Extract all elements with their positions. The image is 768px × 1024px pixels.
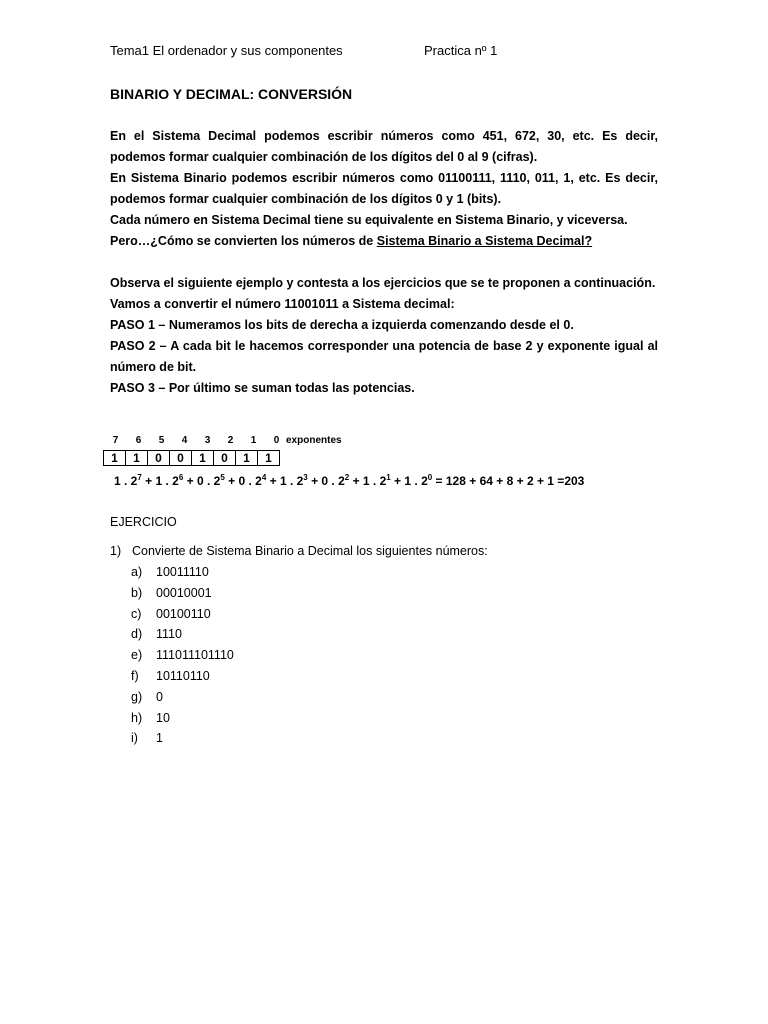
item-letter: h): [131, 710, 143, 725]
intro-paragraph: [110, 126, 658, 252]
formula-exponent: 5: [220, 473, 225, 482]
formula-term: + 1 . 2: [141, 474, 179, 488]
formula-term: 1 . 2: [114, 474, 138, 488]
item-value: 0: [156, 689, 163, 704]
item-value: 111011101110: [156, 648, 234, 663]
example-paragraph: [110, 273, 658, 399]
item-value: 00010001: [156, 585, 212, 600]
formula-term: + 1 . 2: [390, 474, 428, 488]
exponent-label: 6: [135, 435, 142, 446]
item-value: 10011110: [156, 565, 209, 579]
exponent-label: 3: [204, 435, 211, 446]
step-2: PASO 2 – A cada bit le hacemos corresponder una potencia de base 2 y exponente igual al número de bit.: [110, 339, 658, 374]
bit-cell: 1: [236, 451, 258, 466]
intro-line-4-prefix: Pero…¿Cómo se convierten los números de: [110, 234, 377, 248]
step-1: PASO 1 – Numeramos los bits de derecha a izquierda comenzando desde el 0.: [110, 318, 574, 332]
exponent-label: 1: [250, 435, 257, 446]
step-3: PASO 3 – Por último se suman todas las potencias.: [110, 381, 415, 395]
item-letter: f): [131, 668, 139, 683]
question-number: 1): [110, 544, 122, 558]
example-intro: Observa el siguiente ejemplo y contesta a los ejercicios que se te proponen a continuación.: [110, 276, 656, 290]
item-letter: g): [131, 689, 143, 704]
formula-term: + 0 . 2: [307, 474, 345, 488]
header-practice-number: Practica nº 1: [424, 43, 498, 58]
formula-exponent: 6: [178, 473, 184, 482]
bit-cell: 1: [258, 451, 280, 466]
bits-row: [104, 451, 280, 466]
exponent-label: 2: [227, 435, 234, 446]
formula-term: + 1 . 2: [349, 474, 387, 488]
bit-cell: 0: [170, 451, 192, 466]
bits-table: [103, 450, 280, 466]
item-letter: a): [131, 565, 143, 579]
exponent-label: 7: [112, 435, 119, 446]
item-letter: e): [131, 648, 143, 663]
item-letter: d): [131, 627, 143, 642]
formula-result: = 128 + 64 + 8 + 2 + 1 =203: [432, 474, 585, 488]
conversion-formula: [114, 474, 584, 488]
formula-exponent: 2: [344, 473, 350, 482]
example-number: Vamos a convertir el número 11001011 a Sistema decimal:: [110, 297, 455, 311]
intro-underlined-phrase: Sistema Binario a Sistema Decimal?: [376, 234, 593, 248]
page-title: BINARIO Y DECIMAL: CONVERSIÓN: [110, 86, 353, 102]
item-value: 10: [156, 710, 170, 725]
header-course-title: Tema1 El ordenador y sus componentes: [110, 43, 343, 58]
formula-term: + 0 . 2: [224, 474, 262, 488]
question-text: Convierte de Sistema Binario a Decimal los siguientes números:: [132, 544, 488, 558]
intro-line-1: En el Sistema Decimal podemos escribir números como 451, 672, 30, etc. Es decir, podemos formar cualquier combinación de los dígitos del 0 al 9 (cifras).: [110, 129, 658, 164]
intro-line-3: Cada número en Sistema Decimal tiene su equivalente en Sistema Binario, y viceversa.: [110, 213, 628, 227]
item-letter: b): [131, 585, 143, 600]
item-value: 1: [156, 731, 163, 746]
exercise-heading: EJERCICIO: [110, 515, 177, 529]
exponents-caption: exponentes: [286, 435, 342, 446]
exponent-label: 0: [273, 435, 280, 446]
bit-cell: 1: [192, 451, 214, 466]
item-value: 00100110: [156, 606, 211, 621]
exponent-label: 5: [158, 435, 165, 446]
formula-term: + 1 . 2: [266, 474, 304, 488]
item-letter: c): [131, 606, 142, 621]
formula-exponent: 3: [303, 473, 308, 482]
item-letter: i): [131, 731, 138, 746]
formula-term: + 0 . 2: [183, 474, 221, 488]
intro-line-2: En Sistema Binario podemos escribir números como 01100111, 1110, 011, 1, etc. Es decir, podemos formar cualquier combinación de los dígitos 0 y 1 (bits).: [110, 171, 658, 206]
bit-cell: 0: [148, 451, 170, 466]
item-value: 1110: [156, 627, 182, 642]
formula-exponent: 0: [427, 473, 433, 482]
formula-exponent: 4: [261, 473, 267, 482]
bit-cell: 0: [214, 451, 236, 466]
exponent-label: 4: [181, 435, 188, 446]
intro-line-4: [110, 231, 658, 252]
formula-exponent: 7: [137, 473, 142, 482]
bit-cell: 1: [126, 451, 148, 466]
formula-exponent: 1: [386, 473, 391, 482]
bit-cell: 1: [104, 451, 126, 466]
item-value: 10110110: [156, 668, 210, 683]
